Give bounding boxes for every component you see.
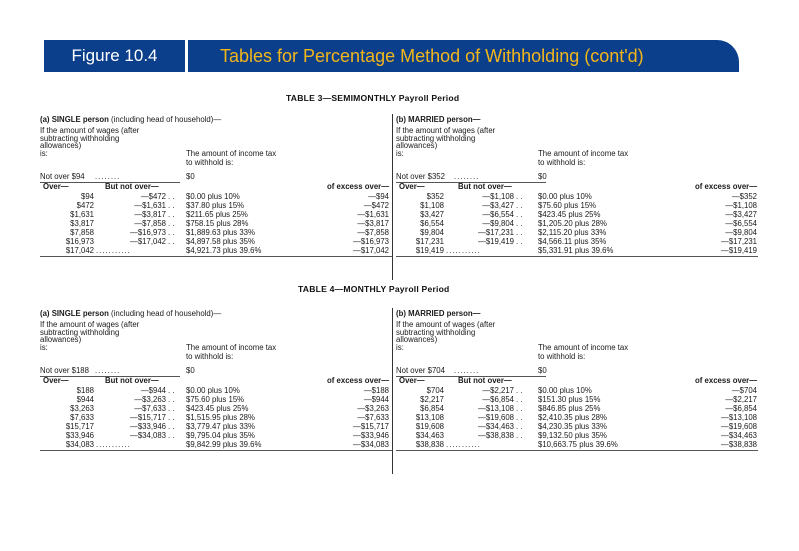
row-not-over: —$1,631: [134, 200, 166, 210]
col-header-not-over: But not over—: [105, 181, 159, 191]
row-excess: —$3,427: [725, 209, 757, 219]
leader-dots: . .: [168, 421, 175, 431]
wages-condition-line: allowances): [40, 141, 82, 151]
row-not-over: —$9,804: [482, 218, 514, 228]
row-excess: —$38,838: [721, 440, 757, 450]
leader-dots: . .: [516, 209, 523, 219]
figure-banner: [44, 40, 739, 72]
single-heading-bold: (a) SINGLE person: [40, 309, 109, 318]
col-header-excess: of excess over—: [327, 375, 389, 385]
row-tax: $10,663.75 plus 39.6%: [538, 440, 618, 450]
wages-condition-line: is:: [396, 148, 404, 158]
column-divider: [392, 308, 393, 474]
row-over: $3,263: [70, 403, 94, 413]
not-over-label: Not over $94: [40, 172, 85, 181]
not-over-label: Not over $188: [40, 366, 89, 375]
row-over: $13,108: [415, 412, 444, 422]
leader-dots: . .: [168, 394, 175, 404]
row-tax: $151.30 plus 15%: [538, 394, 601, 404]
row-over: $6,854: [420, 403, 444, 413]
leader-dots: . .: [516, 385, 523, 395]
single-heading: [40, 310, 221, 319]
row-over: $19,419: [415, 246, 444, 256]
table-title: TABLE 3—SEMIMONTHLY Payroll Period: [286, 93, 460, 103]
row-not-over: —$944: [140, 385, 166, 395]
col-header-excess: of excess over—: [695, 181, 757, 191]
row-tax: $9,795.04 plus 35%: [186, 431, 255, 440]
row-excess: —$352: [731, 191, 757, 201]
tax-header-line: The amount of income tax: [186, 149, 277, 158]
tax-header-line: to withhold is:: [186, 157, 234, 167]
single-heading-bold: (a) SINGLE person: [40, 115, 109, 124]
row-not-over: —$3,427: [482, 200, 514, 210]
row-excess: —$7,633: [357, 412, 389, 422]
married-heading-bold: (b) MARRIED person—: [396, 309, 481, 318]
leader-dots: . .: [516, 227, 523, 237]
row-not-over: —$2,217: [482, 385, 514, 395]
row-tax: $758.15 plus 28%: [186, 218, 249, 228]
row-over: $9,804: [420, 227, 444, 237]
row-not-over: —$3,817: [134, 209, 166, 219]
row-over: $16,973: [65, 237, 94, 246]
row-excess: —$15,717: [353, 421, 389, 431]
row-tax: $9,132.50 plus 35%: [538, 431, 607, 440]
tax-header-line: to withhold is:: [538, 157, 586, 167]
col-header-over: Over—: [43, 181, 69, 191]
row-excess: —$17,231: [721, 237, 757, 246]
wages-condition-line: allowances): [396, 141, 438, 151]
row-over: $352: [426, 191, 444, 201]
row-not-over: —$13,108: [478, 403, 514, 413]
row-excess: —$704: [731, 385, 757, 395]
row-excess: —$9,804: [725, 227, 757, 237]
row-not-over: —$7,633: [134, 403, 166, 413]
row-tax: $0.00 plus 10%: [186, 191, 240, 201]
row-excess: —$1,631: [357, 209, 389, 219]
row-tax: $9,842.99 plus 39.6%: [186, 440, 262, 450]
row-tax: $423.45 plus 25%: [538, 209, 601, 219]
figure-label: Figure 10.4: [71, 46, 158, 65]
row-excess: —$944: [363, 394, 389, 404]
row-over: $2,217: [420, 394, 444, 404]
row-not-over: —$472: [140, 191, 166, 201]
table-title: TABLE 4—MONTHLY Payroll Period: [298, 284, 450, 294]
row-excess: —$3,263: [357, 403, 389, 413]
single-heading: [40, 116, 221, 125]
row-over: $17,042: [65, 246, 94, 256]
tax-header-line: to withhold is:: [186, 351, 234, 361]
row-over: $944: [76, 394, 94, 404]
wages-condition-line: allowances): [396, 335, 438, 345]
leader-dots: . .: [168, 227, 175, 237]
leader-dots: . .: [516, 431, 523, 440]
row-excess: —$19,608: [721, 421, 757, 431]
row-tax: $2,115.20 plus 33%: [538, 227, 607, 237]
row-tax: $846.85 plus 25%: [538, 403, 601, 413]
row-tax: $0.00 plus 10%: [538, 385, 592, 395]
row-over: $7,858: [70, 227, 94, 237]
leader-dots: ...........: [96, 246, 131, 256]
leader-dots: . .: [168, 403, 175, 413]
row-not-over: —$19,608: [478, 412, 514, 422]
row-not-over: —$15,717: [130, 412, 166, 422]
row-not-over: —$33,946: [130, 421, 166, 431]
leader-dots: . .: [168, 191, 175, 201]
wages-condition-line: If the amount of wages (after: [396, 320, 496, 329]
row-not-over: —$34,463: [478, 421, 514, 431]
row-over: $19,608: [415, 421, 444, 431]
row-excess: —$16,973: [353, 237, 389, 246]
married-heading-bold: (b) MARRIED person—: [396, 115, 481, 124]
rule-line: [40, 256, 392, 257]
row-tax: $4,566.11 plus 35%: [538, 237, 607, 246]
wages-condition-line: subtracting withholding: [40, 133, 120, 143]
row-not-over: —$6,554: [482, 209, 514, 219]
banner-divider: [185, 40, 188, 72]
row-over: $94: [80, 191, 94, 201]
row-over: $3,817: [70, 218, 94, 228]
wages-condition-line: subtracting withholding: [40, 327, 120, 337]
row-over: $34,463: [415, 431, 444, 440]
tax-header-line: The amount of income tax: [538, 149, 629, 158]
row-over: $1,108: [420, 200, 444, 210]
not-over-tax: $0: [538, 172, 547, 181]
wages-condition-line: is:: [40, 342, 48, 352]
leader-dots: . .: [516, 421, 523, 431]
row-tax: $3,779.47 plus 33%: [186, 421, 255, 431]
tax-header-line: The amount of income tax: [538, 343, 629, 352]
row-over: $34,083: [65, 440, 94, 450]
row-tax: $2,410.35 plus 28%: [538, 412, 607, 422]
col-header-over: Over—: [43, 375, 69, 385]
row-excess: —$188: [363, 385, 389, 395]
row-over: $704: [426, 385, 444, 395]
col-header-not-over: But not over—: [458, 181, 512, 191]
wages-condition-line: subtracting withholding: [396, 327, 476, 337]
leader-dots: . .: [168, 237, 175, 246]
leader-dots: . .: [168, 218, 175, 228]
col-header-excess: of excess over—: [327, 181, 389, 191]
leader-dots: . .: [168, 385, 175, 395]
wages-condition-line: If the amount of wages (after: [396, 126, 496, 135]
leader-dots: . .: [168, 200, 175, 210]
column-divider: [392, 114, 393, 280]
row-tax: $5,331.91 plus 39.6%: [538, 246, 614, 256]
not-over-tax: $0: [186, 366, 195, 375]
married-heading: [396, 310, 480, 319]
leader-dots: . .: [516, 200, 523, 210]
row-excess: —$94: [368, 191, 389, 201]
row-tax: $75.60 plus 15%: [538, 200, 597, 210]
row-over: $7,633: [70, 412, 94, 422]
leader-dots: . .: [516, 218, 523, 228]
row-excess: —$1,108: [725, 200, 757, 210]
row-tax: $75.60 plus 15%: [186, 394, 245, 404]
wages-condition-line: If the amount of wages (after: [40, 320, 140, 329]
col-header-excess: of excess over—: [695, 375, 757, 385]
rule-line: [40, 450, 392, 451]
leader-dots: ...........: [96, 440, 131, 450]
leader-dots: ...........: [446, 440, 481, 450]
leader-dots: . .: [516, 412, 523, 422]
not-over-tax: $0: [538, 366, 547, 375]
row-not-over: —$1,108: [482, 191, 514, 201]
row-excess: —$2,217: [725, 394, 757, 404]
row-tax: $4,230.35 plus 33%: [538, 421, 607, 431]
row-tax: $4,897.58 plus 35%: [186, 237, 255, 246]
row-tax: $1,515.95 plus 28%: [186, 412, 255, 422]
row-excess: —$33,946: [353, 431, 389, 440]
leader-dots: ...........: [446, 246, 481, 256]
not-over-label: Not over $704: [396, 366, 445, 375]
row-tax: $423.45 plus 25%: [186, 403, 249, 413]
leader-dots: ........: [454, 366, 480, 375]
row-tax: $37.80 plus 15%: [186, 200, 245, 210]
married-heading: [396, 116, 480, 125]
row-excess: —$472: [363, 200, 389, 210]
row-excess: —$17,042: [353, 246, 389, 256]
row-over: $38,838: [415, 440, 444, 450]
row-tax: $1,889.63 plus 33%: [186, 227, 255, 237]
row-over: $6,554: [420, 218, 444, 228]
col-header-over: Over—: [399, 375, 425, 385]
row-not-over: —$3,263: [134, 394, 166, 404]
col-header-not-over: But not over—: [105, 375, 159, 385]
wages-condition-line: is:: [40, 148, 48, 158]
wages-condition-line: is:: [396, 342, 404, 352]
row-not-over: —$6,854: [482, 394, 514, 404]
row-tax: $211.65 plus 25%: [186, 209, 248, 219]
row-over: $472: [76, 200, 94, 210]
row-excess: —$34,083: [353, 440, 389, 450]
row-not-over: —$7,858: [134, 218, 166, 228]
rule-line: [396, 450, 758, 451]
row-over: $17,231: [415, 237, 444, 246]
single-heading-rest: (including head of household)—: [108, 309, 222, 318]
leader-dots: . .: [168, 412, 175, 422]
row-excess: —$7,858: [357, 227, 389, 237]
row-excess: —$19,419: [721, 246, 757, 256]
row-over: $188: [76, 385, 94, 395]
leader-dots: ........: [95, 172, 121, 181]
leader-dots: ........: [454, 172, 480, 181]
leader-dots: . .: [516, 394, 523, 404]
row-tax: $4,921.73 plus 39.6%: [186, 246, 262, 256]
row-tax: $0.00 plus 10%: [538, 191, 592, 201]
figure-title: Tables for Percentage Method of Withholding (cont'd): [220, 46, 644, 66]
tax-header-line: The amount of income tax: [186, 343, 277, 352]
row-not-over: —$17,231: [478, 227, 514, 237]
wages-condition-line: allowances): [40, 335, 82, 345]
rule-line: [396, 256, 758, 257]
row-not-over: —$34,083: [130, 431, 166, 440]
row-excess: —$6,554: [725, 218, 757, 228]
leader-dots: . .: [168, 431, 175, 440]
tax-header-line: to withhold is:: [538, 351, 586, 361]
row-excess: —$34,463: [721, 431, 757, 440]
col-header-over: Over—: [399, 181, 425, 191]
leader-dots: . .: [516, 403, 523, 413]
row-excess: —$3,817: [357, 218, 389, 228]
col-header-not-over: But not over—: [458, 375, 512, 385]
leader-dots: . .: [516, 237, 523, 246]
row-over: $3,427: [420, 209, 444, 219]
row-excess: —$13,108: [721, 412, 757, 422]
leader-dots: ........: [95, 366, 121, 375]
row-not-over: —$16,973: [130, 227, 166, 237]
row-not-over: —$19,419: [478, 237, 514, 246]
wages-condition-line: subtracting withholding: [396, 133, 476, 143]
not-over-tax: $0: [186, 172, 195, 181]
row-over: $33,946: [65, 431, 94, 440]
row-not-over: —$17,042: [130, 237, 166, 246]
leader-dots: . .: [168, 209, 175, 219]
row-excess: —$6,854: [725, 403, 757, 413]
row-over: $1,631: [70, 209, 94, 219]
wages-condition-line: If the amount of wages (after: [40, 126, 140, 135]
not-over-label: Not over $352: [396, 172, 445, 181]
single-heading-rest: (including head of household)—: [108, 115, 222, 124]
row-over: $15,717: [65, 421, 94, 431]
row-tax: $0.00 plus 10%: [186, 385, 240, 395]
row-not-over: —$38,838: [478, 431, 514, 440]
row-tax: $1,205.20 plus 28%: [538, 218, 607, 228]
leader-dots: . .: [516, 191, 523, 201]
